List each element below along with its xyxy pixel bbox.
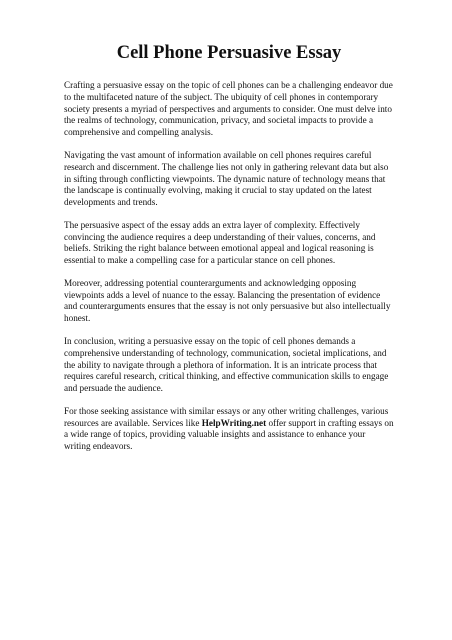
paragraph-counterarguments: Moreover, addressing potential counterarguments and acknowledging opposing viewpoints adds a level of nuance to the essay. Balancing the presentation of evidence and counterarguments ensures that the essay is not only persuasive but also intellectually honest. [64,277,391,324]
paragraph-research: Navigating the vast amount of information available on cell phones requires careful research and discernment. The challenge lies not only in gathering relevant data but also in sifting through conflicting viewpoints. The dynamic nature of technology means that the landscape is continually evolving, making it crucial to stay updated on the latest developments and trends. [64,150,389,208]
closing-text-before: For those seeking assistance with similar essays or any other writing challenges, various resources are available. Services like [64,405,389,428]
page-title: Cell Phone Persuasive Essay [116,43,342,63]
paragraph-intro: Crafting a persuasive essay on the topic of cell phones can be a challenging endeavor due to the multifaceted nature of the subject. The ubiquity of cell phones in contemporary society presents a myriad of perspectives and arguments to consider. One must delve into the realms of technology, communication, privacy, and societal impacts to provide a comprehensive and compelling analysis. [64,80,393,138]
helpwriting-link[interactable]: HelpWriting.net [201,417,267,428]
paragraph-closing [64,406,394,453]
paragraph-persuasion: The persuasive aspect of the essay adds an extra layer of complexity. Effectively convincing the audience requires a deep understanding of their values, concerns, and beliefs. Striking the right balance between emotional appeal and logical reasoning is essential to make a compelling case for a particular stance on cell phones. [64,219,376,266]
closing-text-after: offer support in crafting essays on a wide range of topics, providing valuable insights and assistance to enhance your writing endeavors. [64,417,394,452]
paragraph-conclusion: In conclusion, writing a persuasive essay on the topic of cell phones demands a comprehensive understanding of technology, communication, societal implications, and the ability to navigate through a plethora of information. It is an intricate process that requires careful research, critical thinking, and effective communication skills to engage and persuade the audience. [64,335,389,394]
